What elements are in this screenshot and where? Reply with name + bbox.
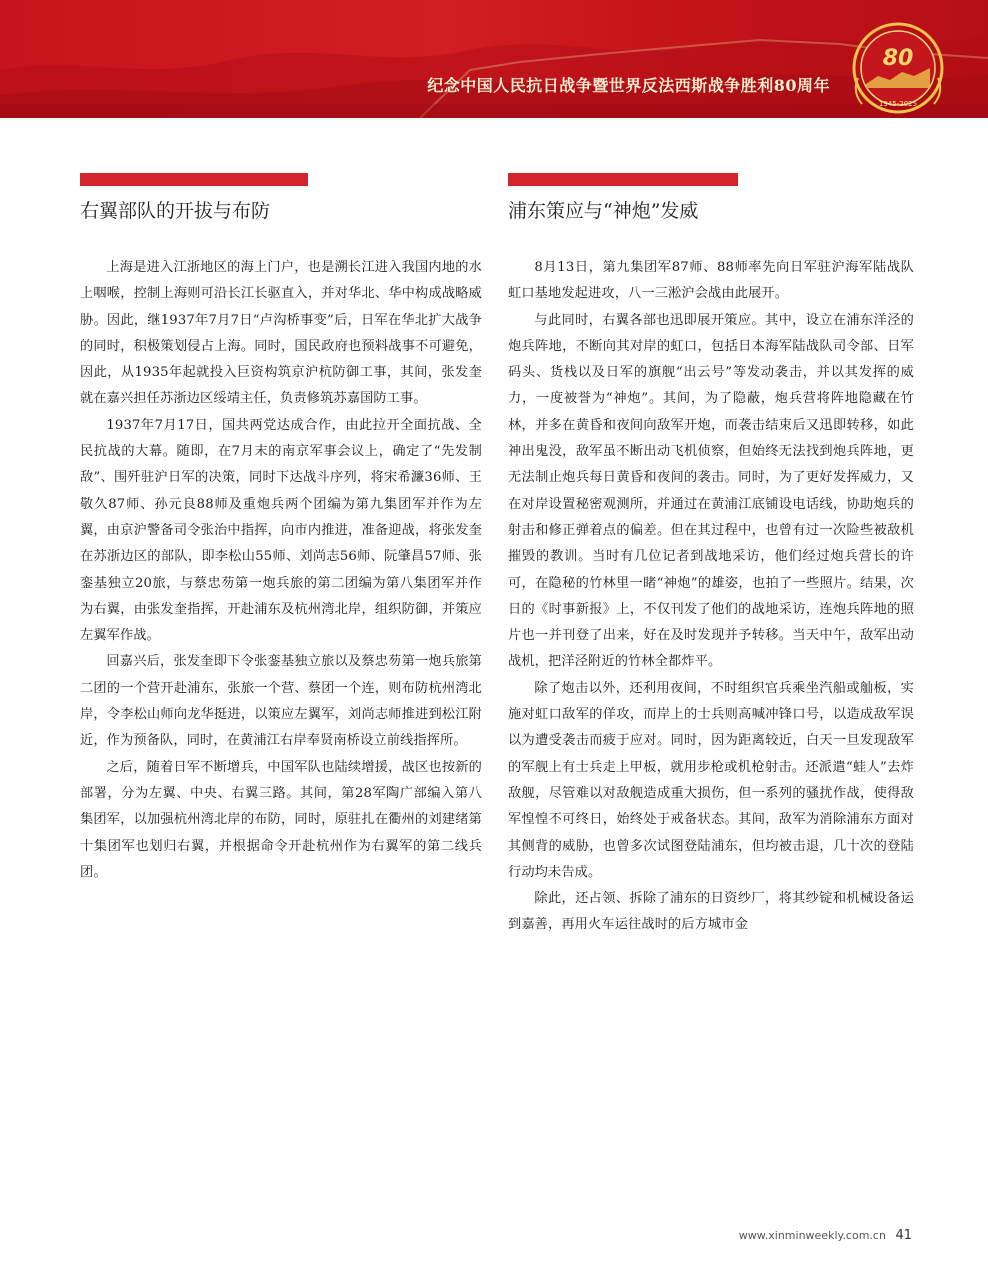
paragraph: 上海是进入江浙地区的海上门户，也是溯长江进入我国内地的水上咽喉，控制上海则可沿长江长驱直入，并对华北、华中构成战略威胁。因此，继1937年7月7日“卢沟桥事变”后，日军在华北扩大战争的同时，积极策划侵占上海。同时，国民政府也预料战事不可避免，因此，从1935年起就投入巨资构筑京沪杭防御工事，其间，张发奎就在嘉兴担任苏浙边区绥靖主任，负责修筑苏嘉国防工事。	[80, 260, 482, 407]
paragraph: 回嘉兴后，张发奎即下令张銮基独立旅以及蔡忠芴第一炮兵旅第二团的一个营开赴浦东，张旅一个营、蔡团一个连，则布防杭州湾北岸，令李松山师向龙华挺进，以策应左翼军，刘尚志师推进到松江附近，作为预备队，同时，在黄浦江右岸奉贤南桥设立前线指挥所。	[80, 654, 482, 749]
header-banner	[0, 0, 988, 118]
paragraph: 之后，随着日军不断增兵，中国军队也陆续增援，战区也按新的部署，分为左翼、中央、右翼三路。其间，第28军陶广部编入第八集团军，以加强杭州湾北岸的布防，同时，原驻扎在衢州的刘建绪第十集团军也划归右翼，并根据命令开赴杭州作为右翼军的第二线兵团。	[80, 759, 482, 880]
anniversary-emblem	[848, 18, 948, 118]
left-column-body	[80, 255, 482, 886]
right-section-bar	[508, 173, 738, 186]
paragraph: 8月13日，第九集团军87师、88师率先向日军驻沪海军陆战队虹口基地发起进攻，八一三淞沪会战由此展开。	[508, 260, 914, 302]
left-section-heading: 右翼部队的开拔与布防	[80, 200, 271, 222]
page-footer	[739, 1228, 912, 1243]
paragraph: 1937年7月17日，国共两党达成合作，由此拉开全面抗战、全民抗战的大幕。随即，在7月末的南京军事会议上，确定了“先发制敌”、围歼驻沪日军的决策，同时下达战斗序列，将宋希濂36师、王敬久87师、孙元良88师及重炮兵两个团编为第九集团军并作为左翼，由京沪警备司令张治中指挥，向市内推进，准备迎战，将张发奎在苏浙边区的部队，即李松山55师、刘尚志56师、阮肇昌57师、张銮基独立20旅，与蔡忠芴第一炮兵旅的第二团编为第八集团军并作为右翼，由张发奎指挥，开赴浦东及杭州湾北岸，组织防御，并策应左翼军作战。	[80, 417, 482, 644]
emblem-years: 1945-2025	[878, 100, 918, 108]
left-section-bar	[80, 173, 308, 186]
footer-url: www.xinminweekly.com.cn	[738, 1229, 886, 1242]
paragraph: 除此，还占领、拆除了浦东的日资纱厂，将其纱锭和机械设备运到嘉善，再用火车运往战时的后方城市金	[508, 891, 914, 933]
banner-title: 纪念中国人民抗日战争暨世界反法西斯战争胜利80周年	[427, 76, 830, 95]
great-wall-illustration	[0, 0, 988, 118]
paragraph: 除了炮击以外，还利用夜间，不时组织官兵乘坐汽船或舢板，实施对虹口敌军的佯攻，而岸上的士兵则高喊冲锋口号，以造成敌军误以为遭受袭击而疲于应对。同时，因为距离较近，白天一旦发现敌军的军舰上有士兵走上甲板，就用步枪或机枪射击。还派遣“蛙人”去炸敌舰，尽管难以对敌舰造成重大损伤，但一系列的骚扰作战，使得敌军惶惶不可终日，始终处于戒备状态。其间，敌军为消除浦东方面对其侧背的威胁，也曾多次试图登陆浦东，但均被击退，几十次的登陆行动均未告成。	[508, 680, 914, 880]
right-section-heading: 浦东策应与“神炮”发威	[508, 200, 699, 222]
emblem-number: 80	[882, 46, 914, 71]
right-column-body	[508, 255, 914, 939]
paragraph: 与此同时，右翼各部也迅即展开策应。其中，设立在浦东洋泾的炮兵阵地，不断向其对岸的虹口，包括日本海军陆战队司令部、日军码头、货栈以及日军的旗舰“出云号”等发动袭击，并以其发挥的威力，一度被誉为“神炮”。其间，为了隐蔽，炮兵营将阵地隐藏在竹林，并多在黄昏和夜间向敌军开炮，而袭击结束后又迅即转移，如此神出鬼没，敌军虽不断出动飞机侦察，但始终无法找到炮兵阵地，更无法制止炮兵每日黄昏和夜间的袭击。同时，为了更好发挥威力，又在对岸设置秘密观测所，并通过在黄浦江底铺设电话线，协助炮兵的射击和修正弹着点的偏差。但在其过程中，也曾有过一次险些被敌机摧毁的教训。当时有几位记者到战地采访，他们经过炮兵营长的许可，在隐秘的竹林里一睹“神炮”的雄姿，也拍了一些照片。结果，次日的《时事新报》上，不仅刊发了他们的战地采访，连炮兵阵地的照片也一并刊登了出来，好在及时发现并予转移。当天中午，敌军出动战机，把洋泾附近的竹林全都炸平。	[508, 312, 914, 670]
page-number: 41	[895, 1228, 912, 1243]
